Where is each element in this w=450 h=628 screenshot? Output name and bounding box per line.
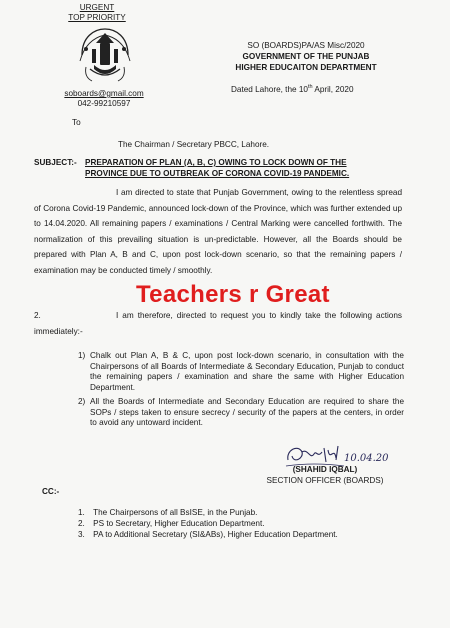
- department-title: HIGHER EDUCAITON DEPARTMENT: [235, 63, 377, 72]
- government-title: GOVERNMENT OF THE PUNJAB: [242, 52, 370, 61]
- date-suffix: April, 2020: [312, 85, 354, 94]
- cc-number: 2.: [78, 519, 85, 528]
- punjab-emblem: [76, 25, 134, 87]
- date-prefix: Dated Lahore, the 10: [231, 85, 308, 94]
- email-text: soboards@gmail.com: [64, 89, 144, 98]
- subject-label: SUBJECT:-: [34, 158, 77, 167]
- paragraph-2-number: 2.: [34, 311, 41, 320]
- letter-date: [231, 85, 354, 94]
- paragraph-1: I am directed to state that Punjab Government, owing to the relentless spread of Corona Covid-19 Pandemic, announced lock-down of the Province, which was further extended up to 14.04.2020. All remaining papers / examinations / Central Marking were cancelled forthwith. The normalization of this prevailing situation is un-predictable. However, all the Boards should be prepared with Plan A, B and C, upon post lock-down scenario, so that the remaining papers / examination may be conducted timely / smoothly.: [34, 188, 402, 275]
- to-label: To: [72, 118, 81, 127]
- action-number: 1): [78, 351, 86, 360]
- handwritten-date: 10.04.20: [344, 453, 389, 464]
- cc-text: PA to Additional Secretary (SI&ABs), Higher Education Department.: [93, 530, 338, 539]
- cc-number: 1.: [78, 508, 85, 517]
- date-ordinal: th: [307, 84, 313, 90]
- cc-number: 3.: [78, 530, 85, 539]
- priority-label: TOP PRIORITY: [68, 13, 126, 22]
- cc-text: The Chairpersons of all BsISE, in the Punjab.: [93, 508, 258, 517]
- cc-label: CC:-: [42, 487, 60, 496]
- urgent-label: URGENT: [79, 3, 115, 12]
- cc-item: [78, 509, 257, 517]
- signatory-designation: SECTION OFFICER (BOARDS): [266, 476, 384, 485]
- cc-text: PS to Secretary, Higher Education Department.: [93, 519, 265, 528]
- action-text: Chalk out Plan A, B & C, upon post lock-down scenario, in consultation with the Chairpersons of all Boards of Intermediate & Secondary Education, Punjab to conduct the remaining papers / examination and share the same with Higher Education Department.: [90, 351, 404, 392]
- recipient: The Chairman / Secretary PBCC, Lahore.: [118, 140, 270, 149]
- action-number: 2): [78, 397, 86, 406]
- signatory-name: (SHAHID IQBAL): [292, 465, 358, 474]
- subject-line-2: PROVINCE DUE TO OUTBREAK OF CORONA COVID-19 PANDEMIC.: [85, 169, 350, 178]
- paragraph-2: I am therefore, directed to request you to kindly take the following actions immediately:-: [34, 311, 402, 336]
- action-text: All the Boards of Intermediate and Secondary Education are required to share the SOPs / steps taken to ensure secrecy / security of the papers at the centers, in order to avoid any untoward incident.: [90, 397, 404, 428]
- subject-line-1: PREPARATION OF PLAN (A, B, C) OWING TO LOCK DOWN OF THE: [85, 158, 347, 167]
- phone-text: 042-99210597: [77, 99, 131, 108]
- watermark-text: Teachers r Great: [136, 281, 330, 308]
- cc-item: [78, 531, 338, 539]
- reference-number: SO (BOARDS)PA/AS Misc/2020: [247, 41, 365, 50]
- cc-item: [78, 520, 265, 528]
